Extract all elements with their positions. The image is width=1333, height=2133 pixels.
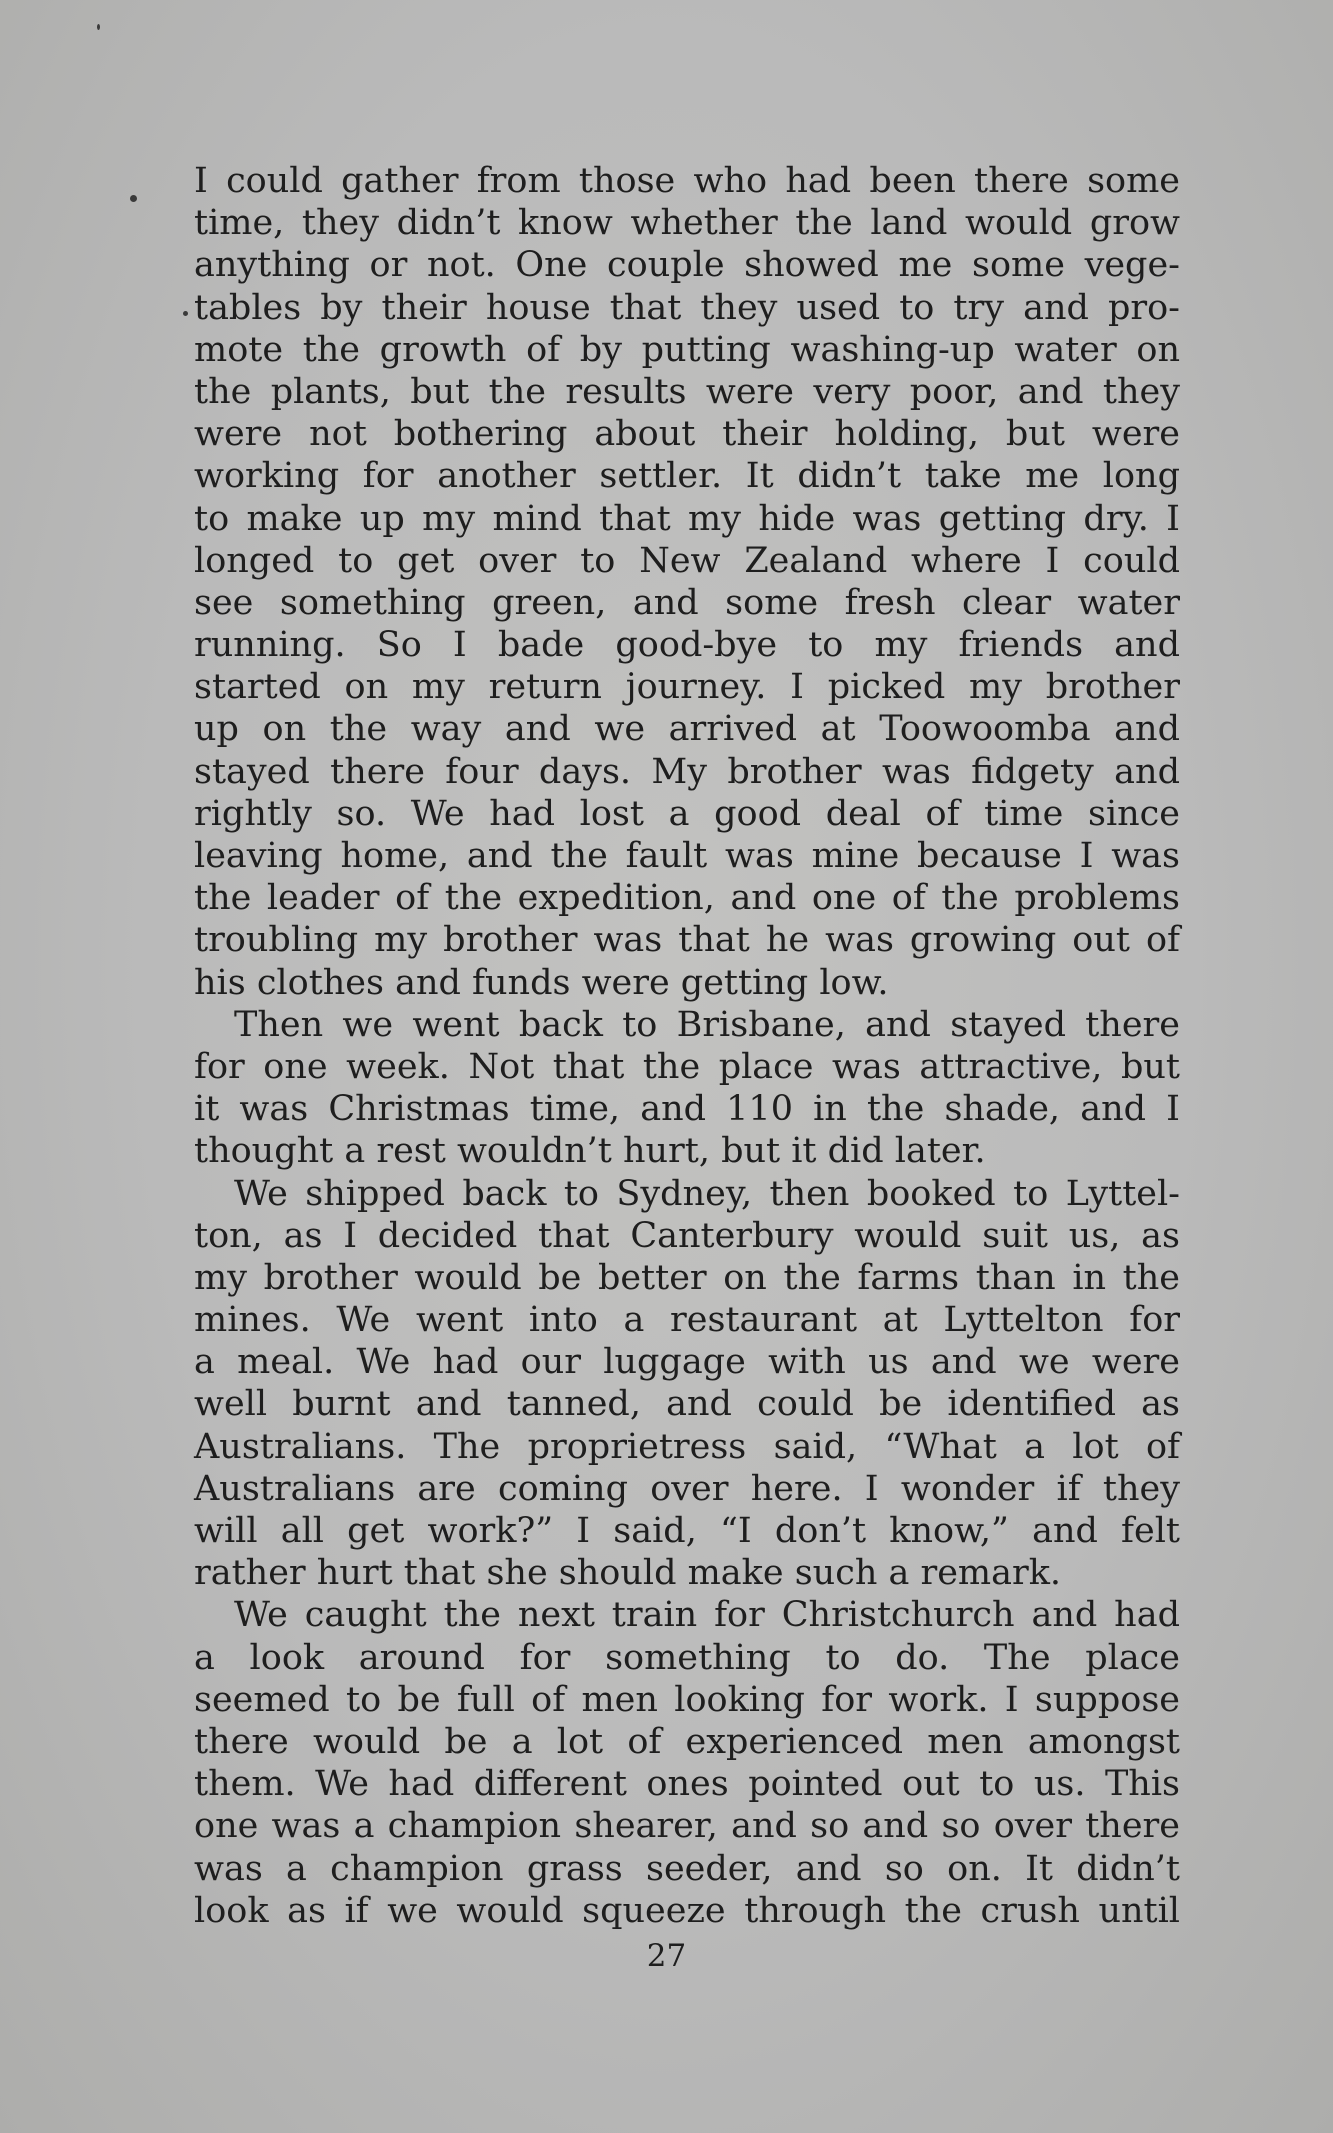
- text-line: Then we went back to Brisbane, and stayed there: [234, 1004, 1180, 1045]
- text-line: stayed there four days. My brother was fidgety and: [194, 751, 1180, 792]
- text-line: it was Christmas time, and 110 in the shade, and I: [194, 1089, 1180, 1130]
- text-line: troubling my brother was that he was growing out of: [194, 920, 1180, 961]
- ink-speck: [97, 24, 100, 30]
- text-line: running. So I bade good-bye to my friends and: [194, 625, 1180, 666]
- text-line: the plants, but the results were very poor, and they: [194, 371, 1180, 412]
- text-line: were not bothering about their holding, but were: [194, 414, 1180, 455]
- text-line: We shipped back to Sydney, then booked to Lyttel-: [234, 1173, 1180, 1214]
- text-line: a look around for something to do. The place: [194, 1637, 1180, 1678]
- text-line: time, they didn’t know whether the land would grow: [194, 203, 1180, 244]
- text-line: the leader of the expedition, and one of the problems: [194, 878, 1180, 919]
- text-line: rightly so. We had lost a good deal of time since: [194, 793, 1180, 834]
- text-line: We caught the next train for Christchurch and had: [234, 1595, 1180, 1636]
- text-line: I could gather from those who had been there some: [194, 161, 1180, 201]
- text-line: there would be a lot of experienced men amongst: [194, 1721, 1180, 1762]
- text-line: mines. We went into a restaurant at Lyttelton for: [194, 1300, 1180, 1341]
- text-line: mote the growth of by putting washing-up water on: [194, 329, 1180, 370]
- text-line: look as if we would squeeze through the crush until: [194, 1890, 1180, 1931]
- text-line: seemed to be full of men looking for work. I suppose: [194, 1679, 1180, 1720]
- text-line: his clothes and funds were getting low.: [194, 962, 889, 1003]
- text-line: started on my return journey. I picked my brother: [194, 667, 1180, 708]
- body-text: [194, 160, 1180, 1932]
- text-line: tables by their house that they used to try and pro-: [194, 287, 1180, 328]
- text-line: a meal. We had our luggage with us and we were: [194, 1342, 1180, 1383]
- text-line: working for another settler. It didn’t take me long: [194, 456, 1180, 497]
- text-line: them. We had different ones pointed out to us. This: [194, 1764, 1180, 1805]
- text-line: Australians. The proprietress said, “What a lot of: [194, 1426, 1180, 1467]
- text-line: my brother would be better on the farms than in the: [194, 1257, 1180, 1298]
- ink-speck: [183, 311, 188, 316]
- text-line: see something green, and some fresh clear water: [194, 582, 1180, 623]
- text-line: anything or not. One couple showed me some vege-: [194, 245, 1180, 286]
- text-line: well burnt and tanned, and could be identified as: [194, 1384, 1180, 1425]
- text-line: Australians are coming over here. I wonder if they: [194, 1468, 1180, 1509]
- text-line: was a champion grass seeder, and so on. It didn’t: [194, 1848, 1180, 1889]
- page-number: 27: [646, 1938, 687, 1974]
- text-line: will all get work?” I said, “I don’t know,” and felt: [194, 1511, 1180, 1551]
- text-line: one was a champion shearer, and so and so over there: [194, 1806, 1180, 1847]
- ink-speck: [130, 195, 137, 202]
- text-line: up on the way and we arrived at Toowoomba and: [194, 709, 1180, 750]
- text-line: thought a rest wouldn’t hurt, but it did later.: [194, 1131, 986, 1172]
- text-line: to make up my mind that my hide was getting dry. I: [194, 498, 1180, 539]
- text-line: rather hurt that she should make such a remark.: [194, 1553, 1062, 1594]
- text-line: for one week. Not that the place was attractive, but: [194, 1046, 1180, 1087]
- text-line: leaving home, and the fault was mine because I was: [194, 836, 1180, 876]
- text-line: longed to get over to New Zealand where I could: [194, 540, 1180, 581]
- text-line: ton, as I decided that Canterbury would suit us, as: [194, 1215, 1180, 1256]
